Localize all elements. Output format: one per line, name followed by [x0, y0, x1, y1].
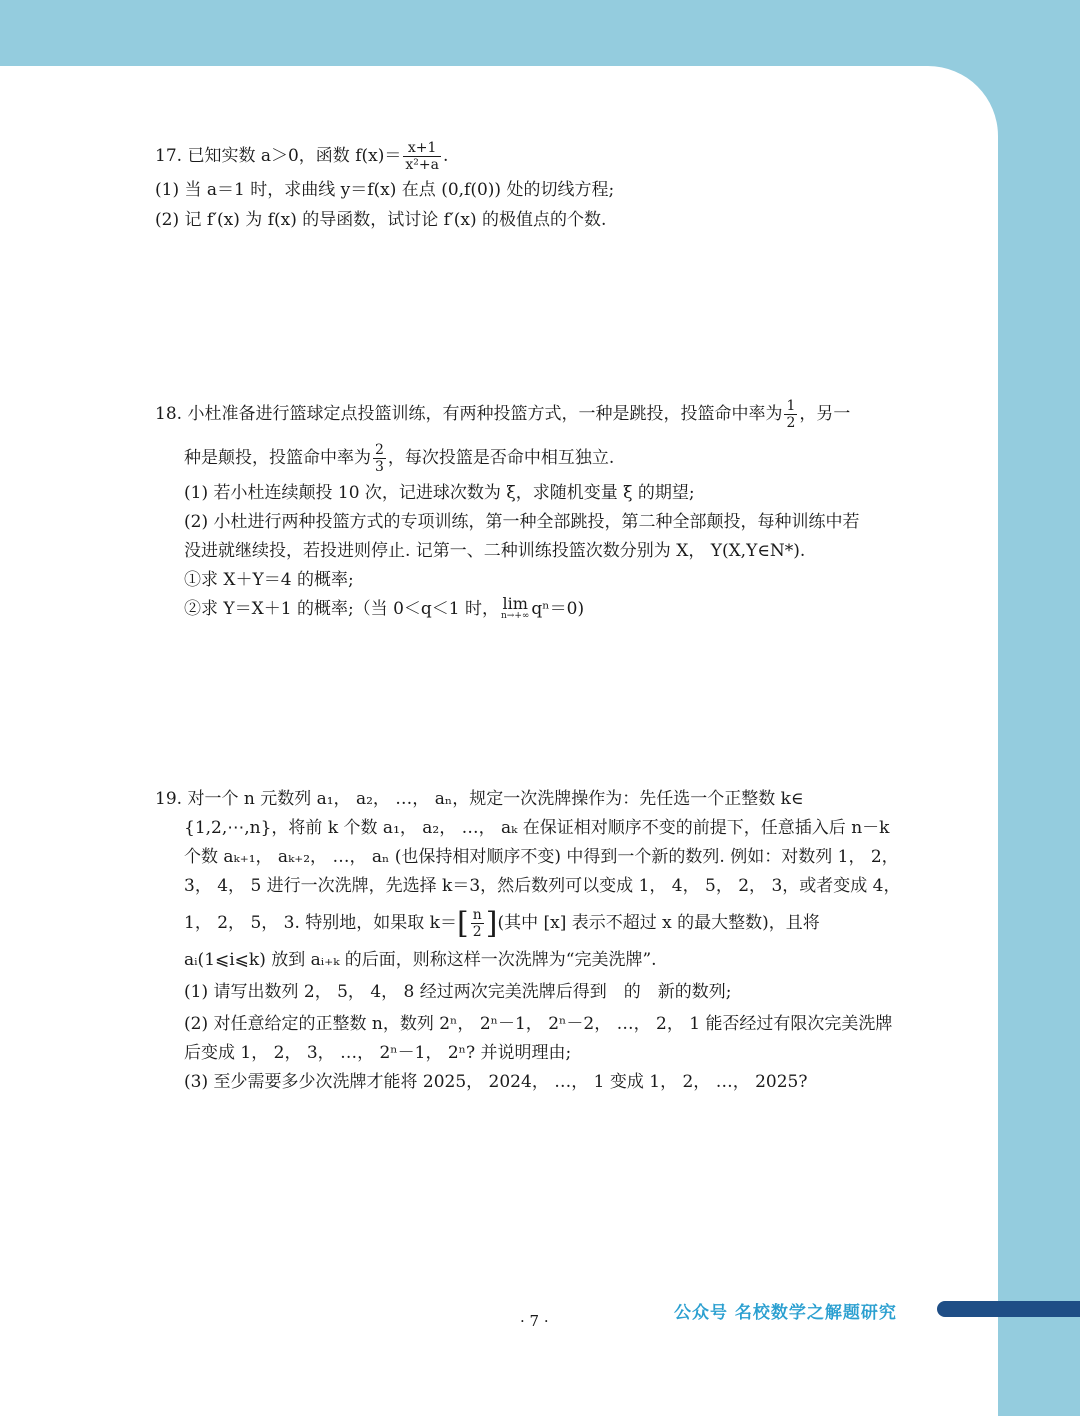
problem-18-text: qⁿ＝0): [531, 599, 585, 619]
problem-19-stem-line-5: [155, 907, 935, 940]
problem-17-text-end: .: [442, 146, 449, 166]
fraction-numerator: x+1: [403, 140, 441, 157]
problem-19-stem-line-1: 19. 对一个 n 元数列 a₁， a₂， …， aₙ，规定一次洗牌操作为：先任选一个正整数 k∈: [155, 789, 804, 809]
problem-18-text: 种是颠投，投篮命中率为: [184, 448, 371, 468]
problem-18-text: ②求 Y＝X＋1 的概率;（当 0＜q＜1 时，: [184, 599, 499, 619]
problem-19-stem-line-3: 个数 aₖ₊₁， aₖ₊₂， …， aₙ (也保持相对顺序不变) 中得到一个新的数列. 例如：对数列 1， 2，: [184, 847, 899, 867]
problem-19-stem-line-6: aᵢ(1⩽i⩽k) 放到 aᵢ₊ₖ 的后面，则称这样一次洗牌为“完美洗牌”.: [184, 950, 657, 970]
problem-19-text: 1， 2， 5， 3. 特别地，如果取 k＝: [184, 913, 457, 933]
fraction: [373, 442, 386, 475]
fraction-denominator: 2: [786, 415, 796, 431]
fraction-numerator: 1: [786, 398, 796, 414]
problem-17-stem: [155, 140, 935, 173]
limit-expression: [501, 593, 530, 623]
problem-17-text: 17. 已知实数 a＞0，函数 f(x)＝: [155, 146, 402, 166]
limit-label: lim: [502, 593, 528, 613]
paper-sheet: [0, 66, 998, 1416]
fraction-numerator: n: [472, 907, 482, 923]
footer-bar: [937, 1301, 1080, 1317]
problem-19-stem-line-2: {1,2,⋯,n}，将前 k 个数 a₁， a₂， …， aₖ 在保证相对顺序不变的前提下，任意插入后 n－k: [184, 818, 890, 838]
problem-18-part-2-line-2: 没进就继续投，若投进则停止. 记第一、二种训练投篮次数分别为 X， Y(X,Y∈N*).: [184, 541, 806, 561]
problem-17-part-2: (2) 记 f′(x) 为 f(x) 的导函数，试讨论 f′(x) 的极值点的个数.: [155, 210, 607, 230]
fraction: [471, 907, 484, 940]
problem-19-part-3: (3) 至少需要多少次洗牌才能将 2025， 2024， …， 1 变成 1， 2， …， 2025?: [184, 1072, 808, 1092]
page-number: · 7 ·: [520, 1312, 549, 1330]
problem-18-stem-line-2: [155, 442, 935, 475]
problem-19-part-2-line-1: (2) 对任意给定的正整数 n，数列 2ⁿ， 2ⁿ－1， 2ⁿ－2， …， 2， 1 能否经过有限次完美洗牌: [184, 1014, 893, 1034]
footer-brand: 公众号 名校数学之解题研究: [674, 1303, 897, 1323]
floor-bracket-left: [: [457, 905, 469, 941]
fraction: [403, 140, 441, 173]
problem-18-text: ，另一: [799, 404, 851, 424]
floor-bracket-right: ]: [485, 905, 498, 941]
fraction-denominator: 2: [472, 924, 482, 940]
problem-18-text: 18. 小杜准备进行篮球定点投篮训练，有两种投篮方式，一种是跳投，投篮命中率为: [155, 404, 783, 424]
problem-17: [155, 140, 935, 235]
problem-17-part-1: (1) 当 a＝1 时，求曲线 y＝f(x) 在点 (0,f(0)) 处的切线方程;: [155, 180, 615, 200]
problem-18-part-2-item-2: [155, 595, 935, 624]
problem-19-part-1: (1) 请写出数列 2， 5， 4， 8 经过两次完美洗牌后得到 的 新的数列;: [184, 982, 732, 1002]
problem-18-part-2-line-1: (2) 小杜进行两种投篮方式的专项训练，第一种全部跳投，第二种全部颠投，每种训练中若: [184, 512, 860, 532]
problem-18-part-2-item-1: ①求 X＋Y＝4 的概率;: [184, 570, 354, 590]
limit-subscript: n→+∞: [501, 610, 530, 621]
fraction: [784, 398, 797, 431]
problem-18-text: ，每次投篮是否命中相互独立.: [387, 448, 615, 468]
problem-18-stem-line-1: [155, 398, 935, 431]
problem-18: [155, 398, 935, 624]
problem-19-text: (其中 [x] 表示不超过 x 的最大整数)，且将: [497, 913, 820, 933]
fraction-numerator: 2: [375, 442, 384, 458]
problem-19: [155, 785, 935, 1097]
fraction-denominator: 3: [375, 459, 384, 475]
fraction-denominator: x²+a: [405, 157, 439, 173]
problem-19-part-2-line-2: 后变成 1， 2， 3， …， 2ⁿ－1， 2ⁿ? 并说明理由;: [184, 1043, 572, 1063]
problem-19-stem-line-4: 3， 4， 5 进行一次洗牌，先选择 k＝3，然后数列可以变成 1， 4， 5， 2， 3，或者变成 4，: [184, 876, 901, 896]
problem-18-part-1: (1) 若小杜连续颠投 10 次，记进球次数为 ξ，求随机变量 ξ 的期望;: [184, 483, 695, 503]
